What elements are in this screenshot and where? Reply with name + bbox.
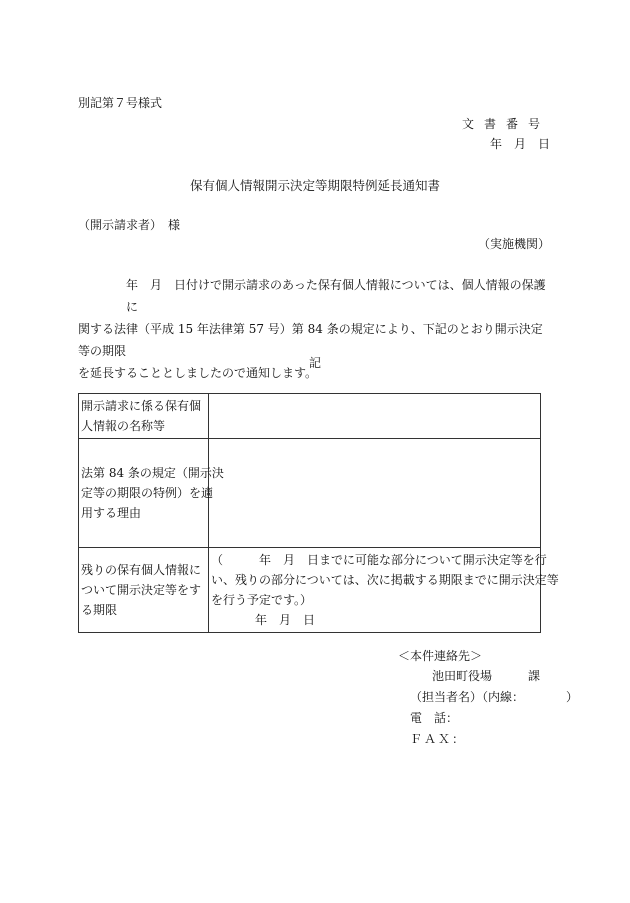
contact-person: （担当者名）（内線： ） — [410, 690, 579, 704]
ki-heading: 記 — [308, 356, 321, 370]
remaining-deadline-value: （ 年 月 日までに可能な部分について開示決定等を行 い、残りの部分については、次に掲載する期限までに開示決定等 を行う予定です。） 年 月 日 — [209, 548, 541, 633]
document-title: 保有個人情報開示決定等期限特例延長通知書 — [189, 178, 440, 193]
contact-office: 池田町役場 課 — [432, 669, 541, 683]
notice-body-line: 年 月 日付けで開示請求のあった保有個人情報については、個人情報の保護に — [126, 278, 546, 314]
requested-info-name-label: 開示請求に係る保有個 人情報の名称等 — [79, 394, 209, 439]
table-row — [79, 394, 541, 439]
extension-reason-value — [209, 439, 541, 548]
notice-body-line: を延長することとしましたので通知します。 — [78, 366, 318, 380]
contact-telephone: 電 話： — [410, 711, 459, 725]
details-table — [78, 393, 559, 633]
addressee: （開示請求者） 様 — [78, 218, 181, 232]
notice-body-line: 関する法律（平成 15 年法律第 57 号）第 84 条の規定により、下記のとおり開示決定等の期限 — [78, 322, 543, 358]
table-row — [79, 548, 541, 633]
requested-info-name-value — [209, 394, 541, 439]
document-number-label: 文書番号 — [461, 117, 550, 131]
contact-heading: ＜本件連絡先＞ — [398, 649, 483, 663]
remaining-deadline-label: 残りの保有個人情報に ついて開示決定等をす る期限 — [79, 548, 209, 633]
sender-organization: （実施機関） — [477, 237, 550, 251]
table-row — [79, 439, 541, 548]
issue-date-line: 年 月 日 — [489, 137, 550, 151]
contact-fax: ＦＡＸ： — [410, 732, 467, 746]
extension-reason-label: 法第 84 条の規定（開示決 定等の期限の特例）を適 用する理由 — [79, 439, 209, 548]
form-number: 別記第７号様式 — [78, 96, 163, 110]
deadline-date: 年 月 日 — [255, 613, 316, 627]
